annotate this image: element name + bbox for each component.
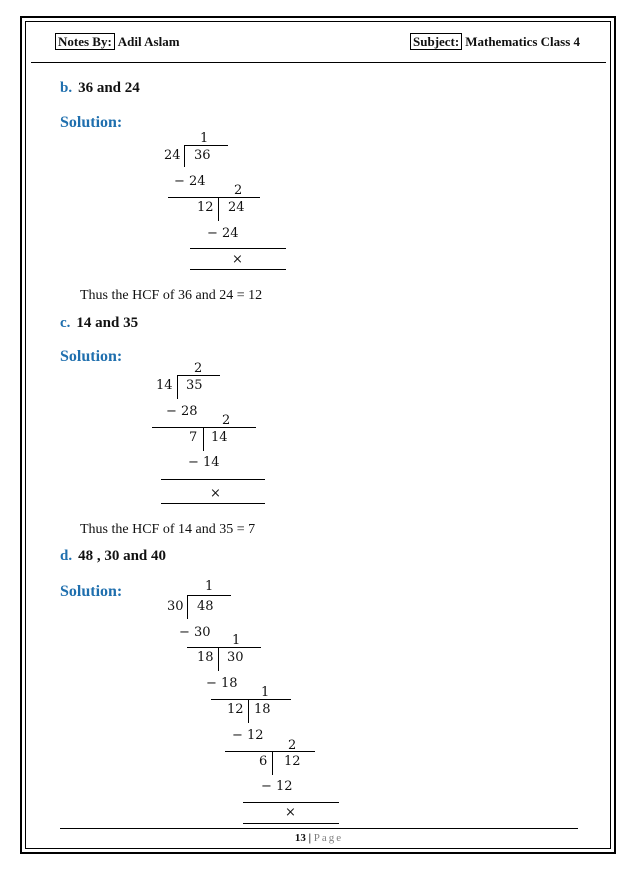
- question-title: 36 and 24: [78, 80, 140, 96]
- end-line: [161, 503, 265, 504]
- subtraction-line: [152, 427, 256, 428]
- conclusion-text: Thus the HCF of 36 and 24 = 12: [80, 288, 263, 303]
- quotient: 2: [288, 738, 297, 753]
- page-number: 13: [294, 832, 306, 844]
- divisor: 12: [197, 200, 214, 215]
- quotient: 2: [194, 361, 203, 376]
- page-footer: [0, 832, 638, 844]
- divisor: 24: [164, 148, 181, 163]
- quotient: 1: [205, 579, 214, 594]
- solution-label: Solution:: [60, 114, 123, 131]
- dividend: 30: [227, 650, 244, 665]
- subtraction: − 24: [174, 174, 206, 189]
- subtraction-line: [187, 647, 261, 648]
- subtraction: − 28: [166, 404, 198, 419]
- dividend: 36: [194, 148, 211, 163]
- author-name: Adil Aslam: [117, 34, 180, 49]
- quotient: 2: [234, 183, 243, 198]
- quotient: 2: [222, 413, 231, 428]
- division-bar: [184, 145, 228, 146]
- divisor: 18: [197, 650, 214, 665]
- end-line: [190, 269, 286, 270]
- divisor: 12: [227, 702, 244, 717]
- subtraction: − 12: [232, 728, 264, 743]
- division-bracket: [272, 751, 273, 775]
- divisor: 6: [259, 754, 268, 769]
- question-b-heading: [60, 80, 140, 97]
- subtraction-line: [190, 248, 286, 249]
- subtraction: − 24: [207, 226, 239, 241]
- dividend: 24: [228, 200, 245, 215]
- division-bracket: [187, 595, 188, 619]
- notes-by-label: Notes By:: [55, 33, 115, 50]
- division-bracket: [218, 197, 219, 221]
- subject-name: Mathematics Class 4: [465, 34, 581, 49]
- end-line: [243, 823, 339, 824]
- remainder-zero-mark: ×: [210, 486, 221, 501]
- solution-label: Solution:: [60, 583, 123, 600]
- conclusion-text: Thus the HCF of 14 and 35 = 7: [80, 522, 256, 537]
- footer-divider: [60, 828, 578, 829]
- subject-header: [410, 34, 580, 50]
- page-label: Page: [313, 832, 344, 844]
- dividend: 12: [284, 754, 301, 769]
- dividend: 18: [254, 702, 271, 717]
- footer-separator: |: [308, 832, 312, 844]
- remainder-zero-mark: ×: [232, 252, 243, 267]
- division-bar: [187, 595, 231, 596]
- division-bracket: [248, 699, 249, 723]
- dividend: 14: [211, 430, 228, 445]
- subtraction-line: [225, 751, 315, 752]
- divisor: 7: [189, 430, 198, 445]
- subtraction: − 14: [188, 455, 220, 470]
- division-bracket: [184, 145, 185, 167]
- quotient: 1: [232, 633, 241, 648]
- dividend: 48: [197, 599, 214, 614]
- header-divider: [31, 62, 606, 63]
- quotient: 1: [200, 131, 209, 146]
- question-letter: b.: [60, 80, 73, 96]
- division-bracket: [218, 647, 219, 671]
- question-letter: d.: [60, 548, 73, 564]
- question-d-heading: [60, 548, 166, 565]
- division-bracket: [203, 427, 204, 451]
- notes-by-header: [55, 34, 180, 50]
- page-border-inner: [25, 21, 611, 849]
- quotient: 1: [261, 685, 270, 700]
- subtraction-line: [243, 802, 339, 803]
- question-letter: c.: [60, 315, 71, 331]
- subtraction: − 30: [179, 625, 211, 640]
- division-bracket: [177, 375, 178, 399]
- remainder-zero-mark: ×: [285, 805, 296, 820]
- question-c-heading: [60, 315, 138, 332]
- solution-label: Solution:: [60, 348, 123, 365]
- question-title: 48 , 30 and 40: [78, 548, 167, 564]
- subject-label: Subject:: [410, 33, 462, 50]
- dividend: 35: [186, 378, 203, 393]
- subtraction-line: [161, 479, 265, 480]
- question-title: 14 and 35: [76, 315, 139, 331]
- subtraction: − 12: [261, 779, 293, 794]
- subtraction-line: [211, 699, 291, 700]
- divisor: 14: [156, 378, 173, 393]
- subtraction-line: [168, 197, 260, 198]
- divisor: 30: [167, 599, 184, 614]
- subtraction: − 18: [206, 676, 238, 691]
- division-bar: [177, 375, 220, 376]
